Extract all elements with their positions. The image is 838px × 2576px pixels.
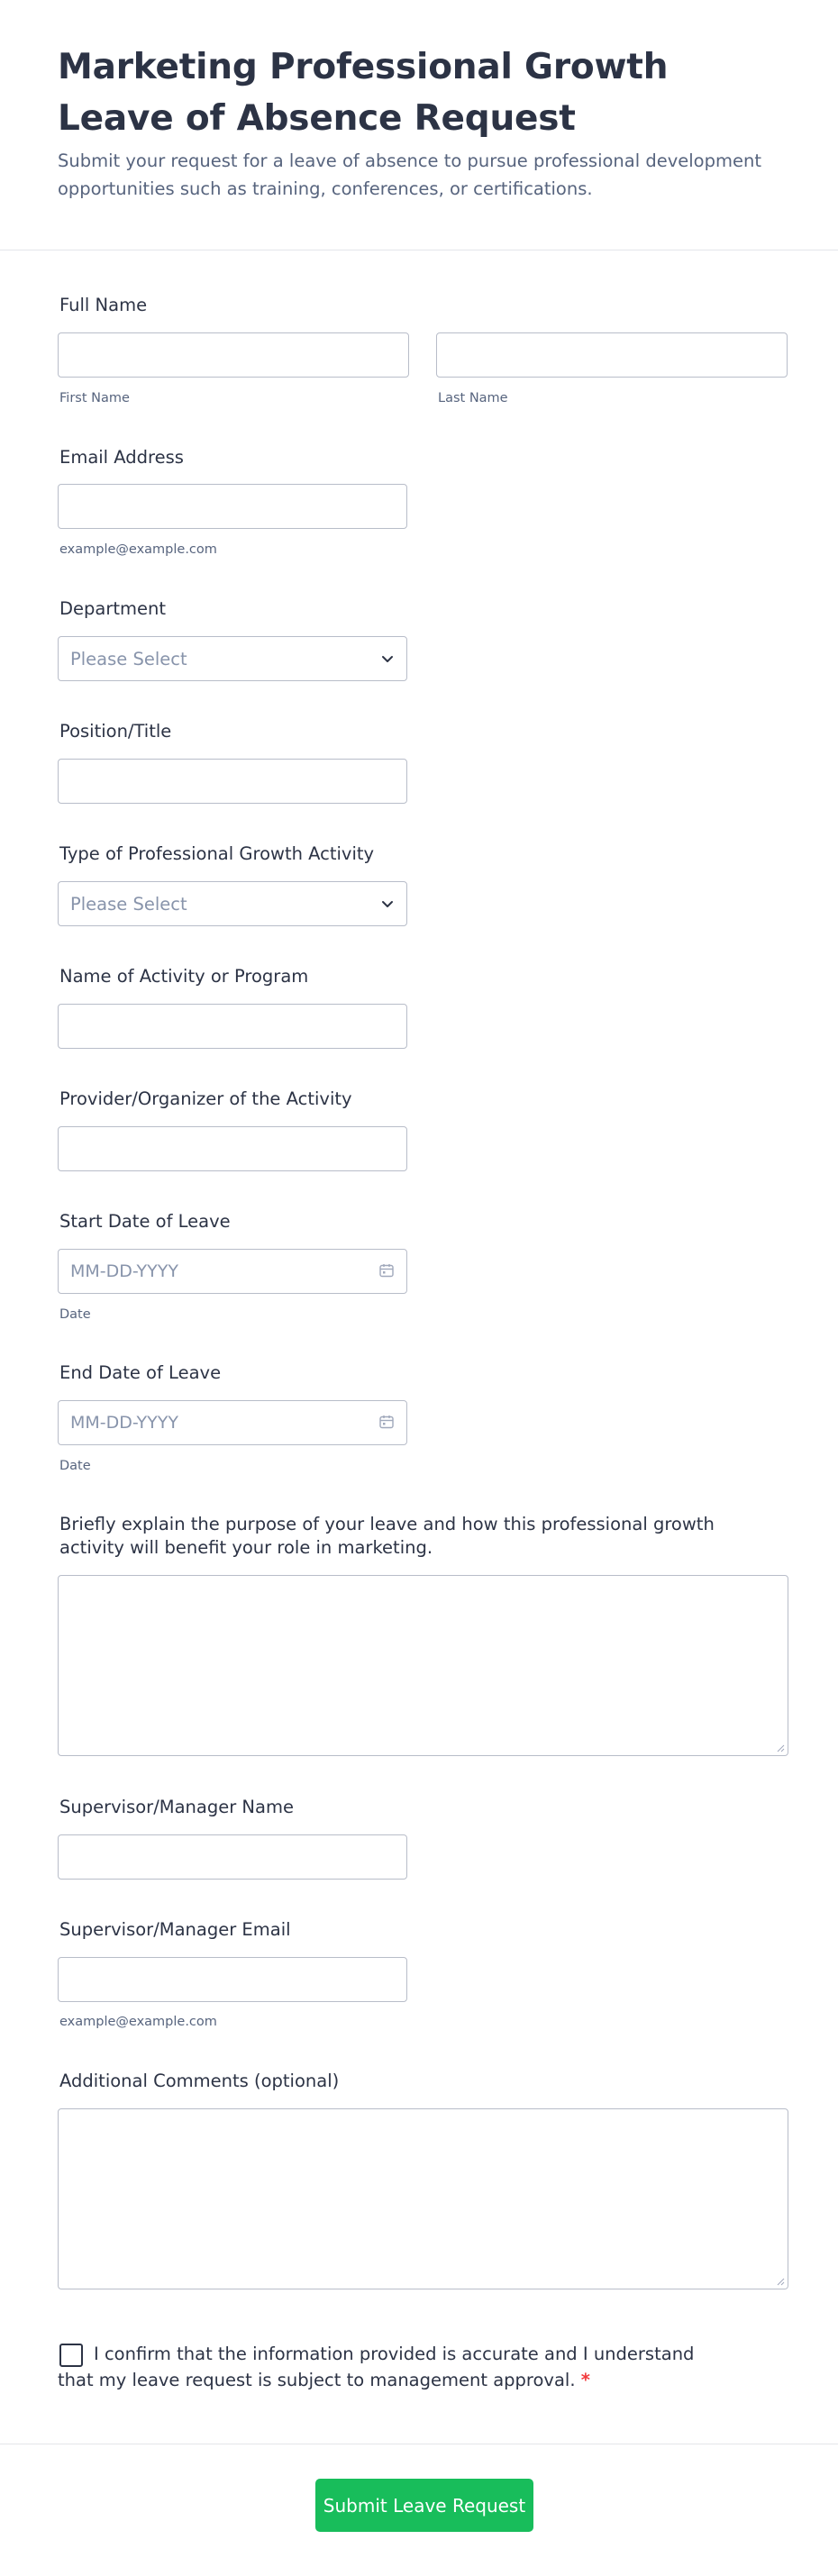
department-select[interactable] [58, 636, 407, 681]
start-date-label: Start Date of Leave [59, 1211, 231, 1232]
supervisor-email-input[interactable] [58, 1957, 407, 2002]
purpose-textarea[interactable] [58, 1575, 788, 1756]
supervisor-email-sublabel: example@example.com [59, 2015, 217, 2029]
start-date-field [58, 1249, 407, 1294]
activity-type-label: Type of Professional Growth Activity [59, 843, 375, 864]
page-subtitle: Submit your request for a leave of absence to pursue professional development opportunities such as training, conferences, or certifications. [58, 150, 761, 199]
activity-name-input[interactable] [58, 1004, 407, 1049]
confirm-text: I confirm that the information provided is accurate and I understand that my leave request is subject to management approval. [58, 2344, 695, 2390]
email-label: Email Address [59, 447, 184, 468]
calendar-icon[interactable] [378, 1414, 395, 1430]
end-date-input[interactable] [58, 1400, 407, 1445]
full-name-label: Full Name [59, 295, 148, 315]
provider-input[interactable] [58, 1126, 407, 1171]
supervisor-name-input[interactable] [58, 1834, 407, 1880]
supervisor-email-label: Supervisor/Manager Email [59, 1919, 291, 1940]
start-date-sublabel: Date [59, 1307, 91, 1322]
purpose-label: Briefly explain the purpose of your leave and how this professional growth activity will benefit your role in marketing. [59, 1514, 715, 1558]
end-date-label: End Date of Leave [59, 1362, 222, 1383]
first-name-sublabel: First Name [59, 391, 130, 405]
department-select-value: Please Select [70, 648, 187, 669]
position-label: Position/Title [59, 721, 172, 742]
provider-label: Provider/Organizer of the Activity [59, 1088, 352, 1109]
end-date-sublabel: Date [59, 1459, 91, 1473]
confirm-checkbox[interactable] [59, 2344, 83, 2367]
chevron-down-icon [379, 651, 396, 667]
activity-name-label: Name of Activity or Program [59, 966, 309, 987]
position-input[interactable] [58, 759, 407, 804]
page-title: Marketing Professional Growth Leave of Absence Request [58, 47, 669, 139]
resize-handle-icon[interactable] [776, 1743, 785, 1752]
department-label: Department [59, 598, 166, 619]
email-input[interactable] [58, 484, 407, 529]
first-name-input[interactable] [58, 332, 409, 378]
supervisor-name-label: Supervisor/Manager Name [59, 1797, 294, 1817]
email-sublabel: example@example.com [59, 542, 217, 557]
form-header [0, 0, 838, 250]
submit-button[interactable]: Submit Leave Request [315, 2479, 533, 2532]
activity-type-select[interactable] [58, 881, 407, 926]
end-date-field [58, 1400, 407, 1445]
required-mark: * [580, 2370, 590, 2390]
confirm-label [58, 2341, 724, 2393]
calendar-icon[interactable] [378, 1262, 395, 1279]
last-name-input[interactable] [436, 332, 788, 378]
comments-label: Additional Comments (optional) [59, 2071, 340, 2091]
start-date-input[interactable] [58, 1249, 407, 1294]
chevron-down-icon [379, 896, 396, 912]
resize-handle-icon[interactable] [776, 2277, 785, 2286]
activity-type-select-value: Please Select [70, 893, 187, 915]
comments-textarea[interactable] [58, 2108, 788, 2289]
last-name-sublabel: Last Name [438, 391, 508, 405]
